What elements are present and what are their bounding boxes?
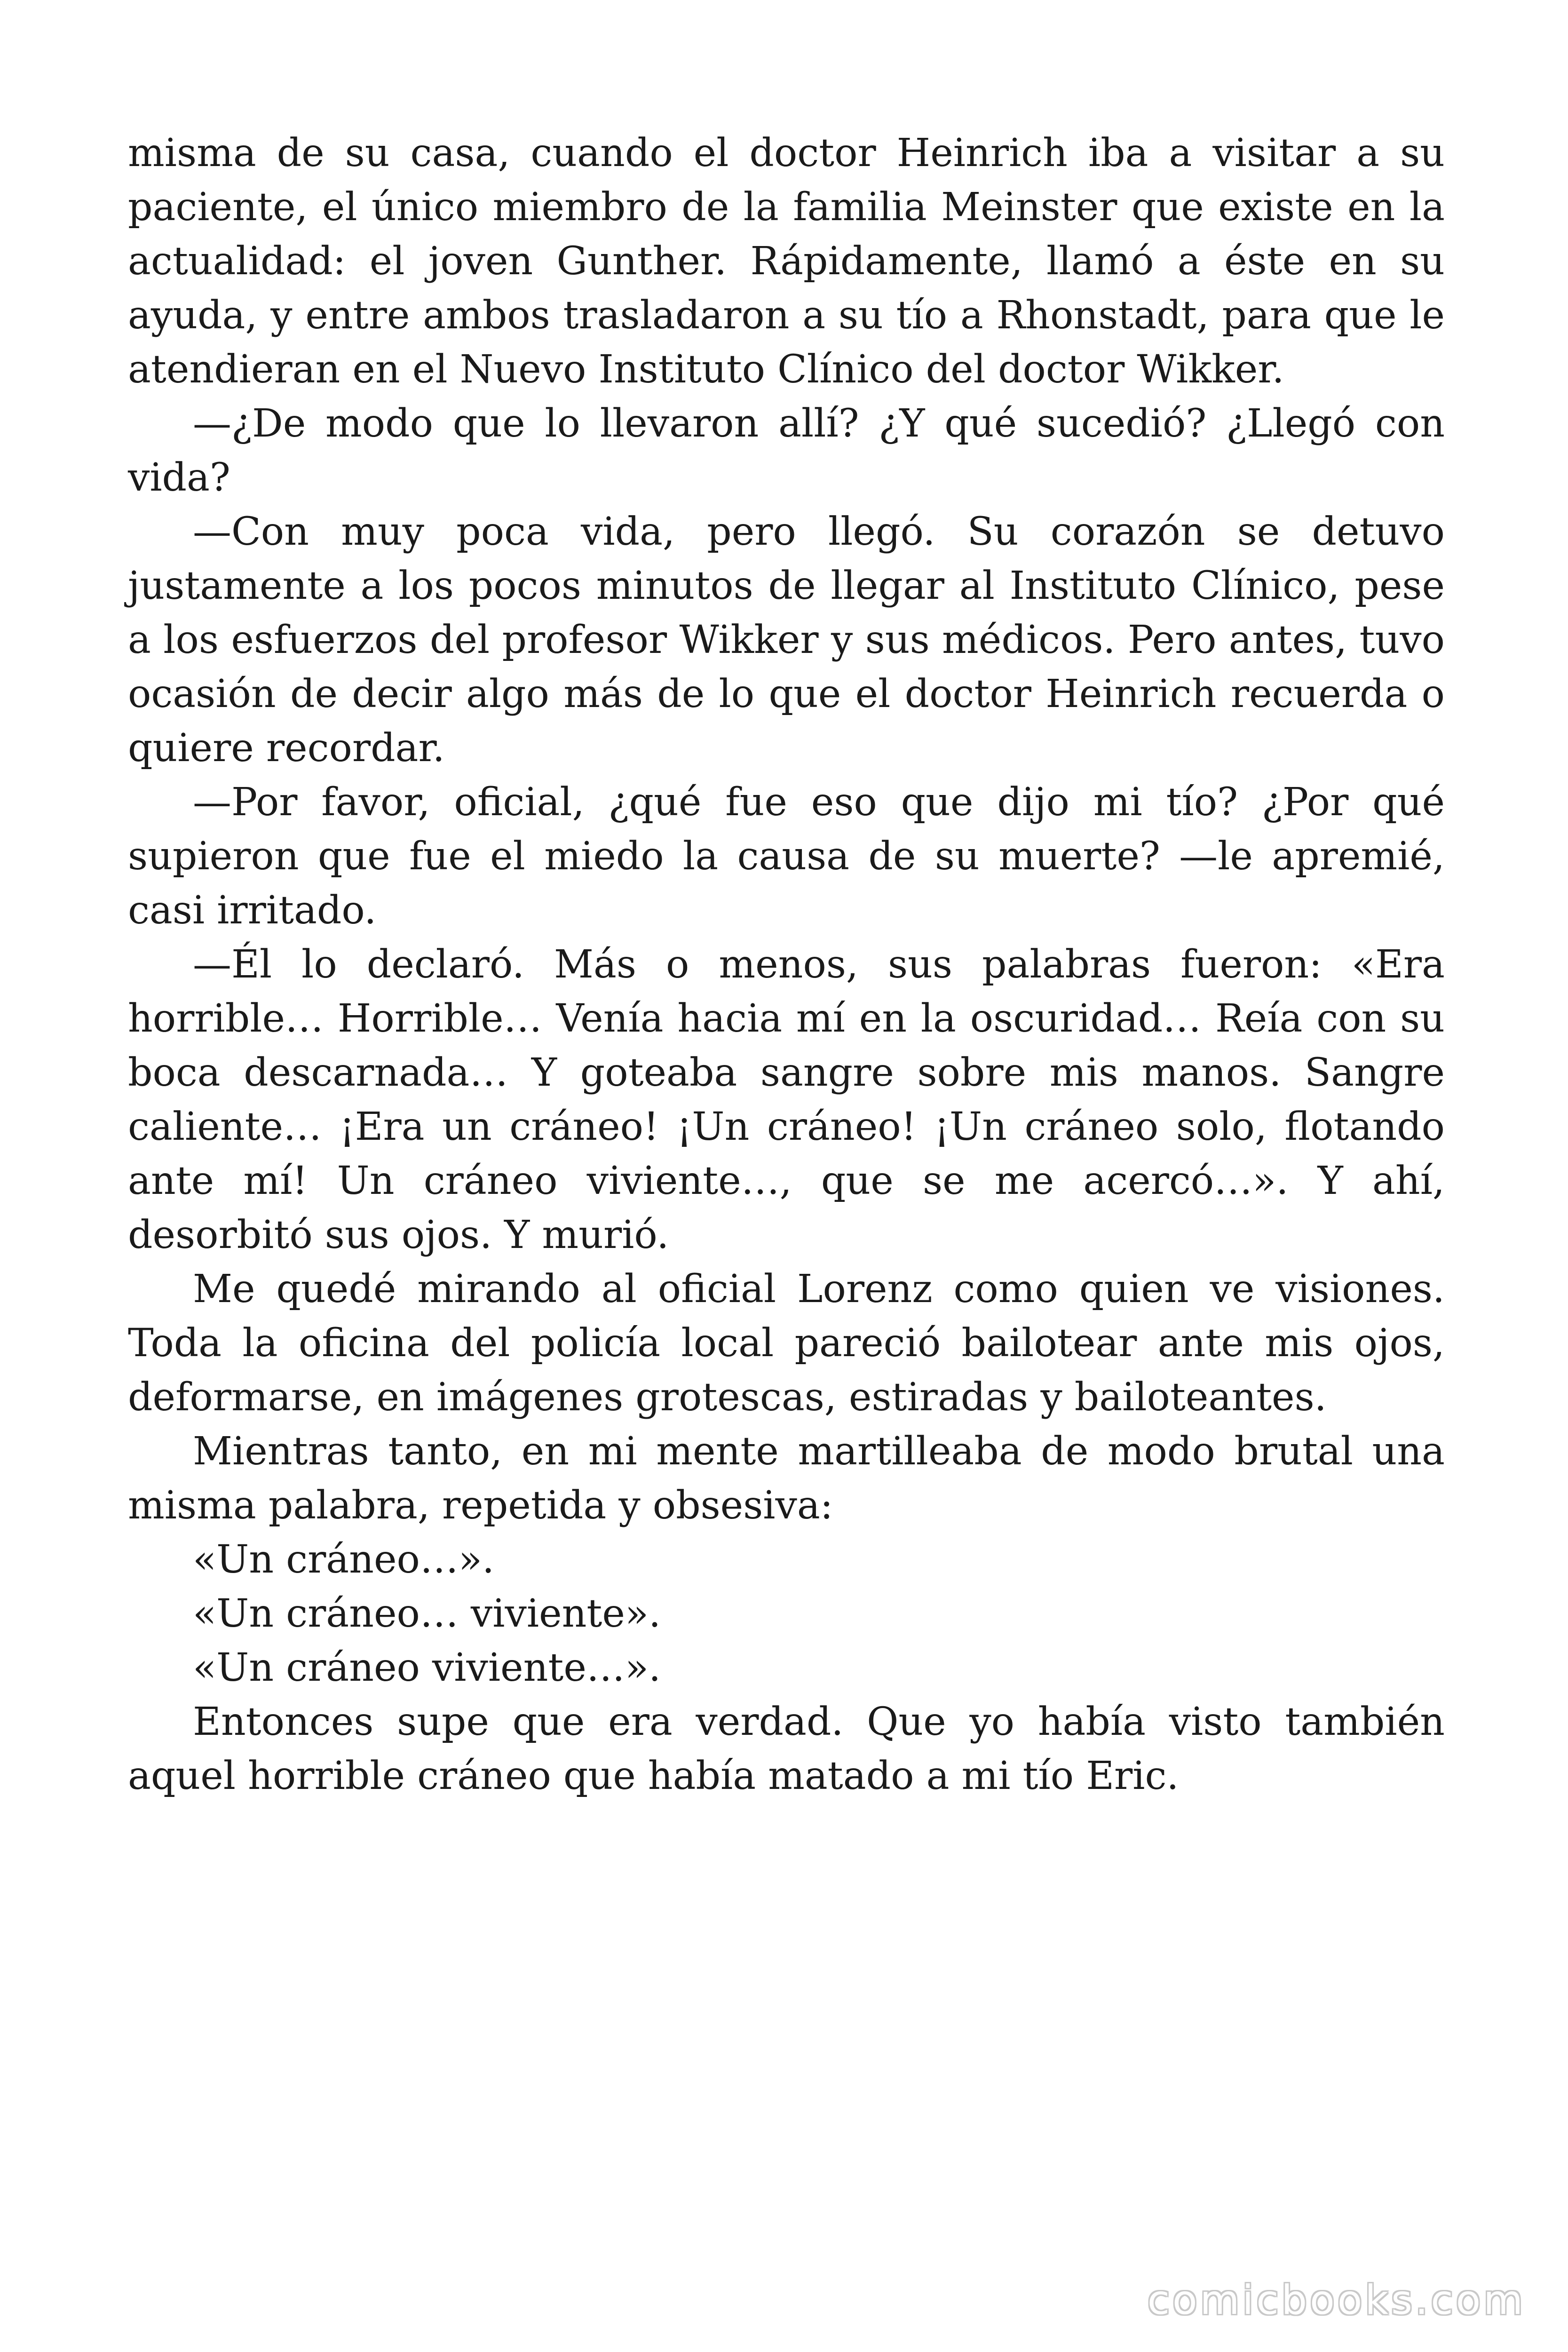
paragraph: «Un cráneo…». (193, 1537, 495, 1582)
page-text (128, 126, 1445, 1803)
paragraph: —¿De modo que lo llevaron allí? ¿Y qué sucedió? ¿Llegó con vida? (128, 401, 1445, 500)
paragraph: misma de su casa, cuando el doctor Heinrich iba a visitar a su paciente, el único miembro de la familia Meinster que existe en la actualidad: el joven Gunther. Rápidamente, llamó a éste en su ayuda, y entre ambos trasladaron a su tío a Rhonstadt, para que le atendieran en el Nuevo Instituto Clínico del doctor Wikker. (128, 131, 1445, 392)
paragraph: —Con muy poca vida, pero llegó. Su corazón se detuvo justamente a los pocos minutos de llegar al Instituto Clínico, pese a los esfuerzos del profesor Wikker y sus médicos. Pero antes, tuvo ocasión de decir algo más de lo que el doctor Heinrich recuerda o quiere recordar. (128, 509, 1445, 771)
paragraph: Mientras tanto, en mi mente martilleaba de modo brutal una misma palabra, repetida y obsesiva: (128, 1429, 1445, 1528)
paragraph: —Por favor, oficial, ¿qué fue eso que dijo mi tío? ¿Por qué supieron que fue el miedo la causa de su muerte? —le apremié, casi irritado. (128, 780, 1445, 933)
paragraph: Entonces supe que era verdad. Que yo había visto también aquel horrible cráneo que había matado a mi tío Eric. (128, 1700, 1445, 1798)
paragraph: Me quedé mirando al oficial Lorenz como quien ve visiones. Toda la oficina del policía local pareció bailotear ante mis ojos, deformarse, en imágenes grotescas, estiradas y bailoteantes. (128, 1267, 1445, 1420)
paragraph: —Él lo declaró. Más o menos, sus palabras fueron: «Era horrible… Horrible… Venía hacia mí en la oscuridad… Reía con su boca descarnada… Y goteaba sangre sobre mis manos. Sangre caliente… ¡Era un cráneo! ¡Un cráneo! ¡Un cráneo solo, flotando ante mí! Un cráneo viviente…, que se me acercó…». Y ahí, desorbitó sus ojos. Y murió. (128, 942, 1445, 1257)
watermark: comicbooks.com (1147, 2277, 1526, 2324)
paragraph: «Un cráneo viviente…». (193, 1645, 661, 1690)
paragraph: «Un cráneo… viviente». (193, 1591, 661, 1636)
